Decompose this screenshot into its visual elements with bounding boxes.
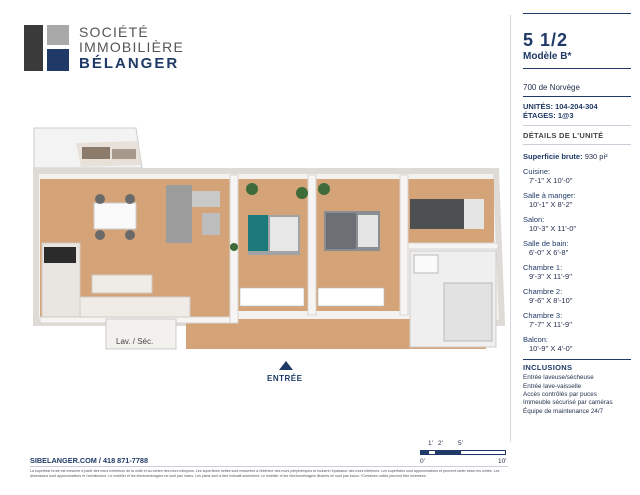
scale-seg: [436, 450, 460, 455]
rule: [523, 144, 631, 145]
room-dimension: 10'-9'' X 4'-0'': [529, 344, 573, 354]
balcony: [34, 128, 142, 168]
area-label: Superficie brute:: [523, 151, 583, 161]
disclaimer-text: La superficie brute est mesurée à partir des murs extérieurs de la unité et au centre des murs mitoyens. Les superficies nettes sont mesurées à l'intérieur des murs périphériques et incluent l'épaisseur des murs intérieurs. Les superficies sont approximatives et peuvent varier selon les unités. Les dimensions sont approximatives et l'architecture. Le mobilier et les électroménagers ne sont pas inclus. Les plans sont à titre indicatif seulement. Le mobilier et les électroménagers illustrés ne sont pas inclus. *Certaines unités peuvent être inversées.: [30, 469, 500, 478]
bathroom: [410, 251, 496, 347]
scale-bar: [420, 438, 510, 468]
closet-2: [318, 288, 384, 306]
room-label: Balcon:: [523, 335, 549, 345]
room-label: Salle de bain:: [523, 239, 569, 249]
units-line: [523, 102, 630, 111]
footer-rule: [30, 466, 508, 467]
area-value: 930 pi²: [584, 151, 608, 161]
laundry-label: Lav. / Séc.: [116, 337, 154, 346]
logo-text-line1: SOCIÉTÉ: [79, 24, 149, 40]
scale-tick-2: 2': [438, 440, 443, 447]
room-dimension: 9'-3'' X 11'-9'': [529, 272, 573, 282]
entrance-label: ENTRÉE: [267, 374, 303, 383]
top-rule: [523, 13, 631, 14]
units-label: UNITÉS:: [523, 102, 553, 111]
scale-tick-1: 1': [428, 440, 433, 447]
logo-mark-dark: [24, 25, 43, 71]
bed-2: [324, 211, 380, 251]
bed-1: [248, 215, 300, 255]
scale-seg: [420, 450, 428, 455]
logo-text-line2: IMMOBILIÈRE: [79, 39, 184, 55]
inclusion-item: Entrée laveuse/sécheuse: [523, 374, 594, 382]
room-dimensions-list: [515, 167, 630, 353]
room-dimension: 7'-1'' X 10'-0'': [529, 176, 573, 186]
room-label: Salon:: [523, 215, 545, 225]
unit-address: 700 de Norvège: [523, 83, 580, 92]
unit-model: Modèle B*: [523, 51, 572, 62]
logo-text-line3: BÉLANGER: [79, 55, 180, 72]
inclusions-list: [515, 374, 630, 416]
room-dimension: 6'-0'' X 6'-8'': [529, 248, 569, 258]
inclusion-item: Accès contrôlés par puces: [523, 391, 597, 399]
inclusions-heading: INCLUSIONS: [523, 363, 573, 373]
rule: [523, 96, 631, 97]
room-label: Chambre 2:: [523, 287, 563, 297]
floors-label: ÉTAGES:: [523, 111, 556, 121]
room-dimension: 7'-7'' X 11'-9'': [529, 320, 573, 330]
inclusion-item: Équipe de maintenance 24/7: [523, 407, 604, 415]
scale-seg: [428, 450, 436, 455]
unit-title: 5 1/2: [523, 30, 569, 50]
logo-mark-grey: [47, 25, 69, 45]
rule: [523, 125, 631, 126]
floor-plan: [26, 123, 506, 363]
scale-tick-0: 0': [420, 458, 425, 465]
closet-1: [240, 288, 304, 306]
entrance-arrow-icon: [279, 361, 293, 370]
units-value: 104-204-304: [555, 102, 598, 111]
room-dimension: 10'-1'' X 8'-2'': [529, 200, 573, 210]
inclusion-item: Entrée lave-vaisselle: [523, 382, 582, 390]
room-dimension: 10'-3'' X 11'-0'': [529, 224, 577, 234]
rule: [523, 68, 631, 69]
laundry: [106, 319, 176, 349]
room-label: Chambre 1:: [523, 263, 563, 273]
room-label: Salle à manger:: [523, 191, 576, 201]
room-label: Chambre 3:: [523, 311, 563, 321]
floors-line: [523, 111, 630, 120]
inclusion-item: Immeuble sécurisé par caméras: [523, 399, 613, 407]
area-line: [523, 152, 630, 161]
bed-3: [410, 199, 484, 229]
room-dimension: 9'-6'' X 8'-10'': [529, 296, 573, 306]
scale-tick-10: 10': [498, 458, 507, 465]
scale-seg: [460, 450, 506, 455]
scale-tick-5: 5': [458, 440, 463, 447]
logo-mark-blue: [47, 49, 69, 71]
unit-info-panel: [515, 13, 630, 416]
room-label: Cuisine:: [523, 167, 551, 177]
company-logo: [24, 25, 224, 75]
panel-divider: [510, 15, 511, 442]
rule: [523, 359, 631, 360]
details-heading: DÉTAILS DE L'UNITÉ: [523, 130, 604, 140]
contact-info: SIBELANGER.COM / 418 871-7788: [30, 456, 149, 465]
floors-value: 1@3: [557, 111, 574, 121]
